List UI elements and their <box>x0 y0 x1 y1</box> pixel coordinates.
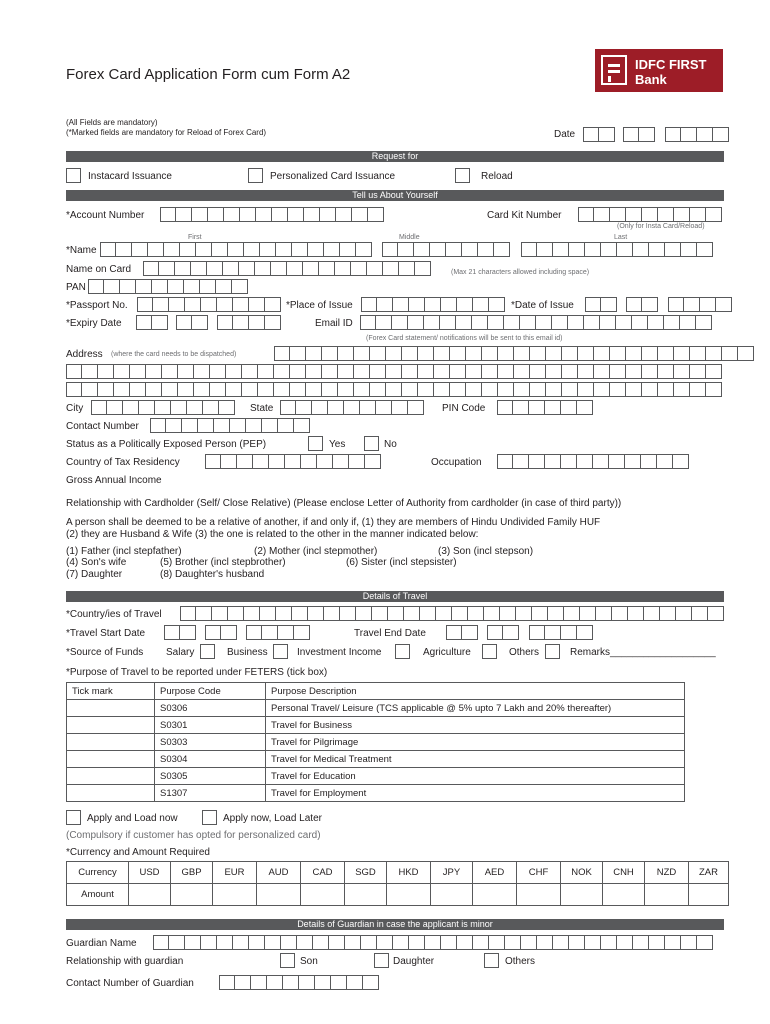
account-number-label: *Account Number <box>66 210 145 221</box>
currency-nok: NOK <box>561 862 603 884</box>
others-label: Others <box>509 647 540 658</box>
currency-row <box>67 862 729 884</box>
amount-cell[interactable] <box>645 884 689 906</box>
purpose-code: S0306 <box>155 700 266 717</box>
address-line1-input[interactable] <box>274 346 754 361</box>
others-checkbox[interactable] <box>545 644 560 659</box>
pep-no-label: No <box>384 439 397 450</box>
amount-cell[interactable] <box>689 884 729 906</box>
amount-cell[interactable] <box>431 884 473 906</box>
personalized-checkbox[interactable] <box>248 168 263 183</box>
relative-6: (6) Sister (incl stepsister) <box>346 557 457 568</box>
guardian-son-checkbox[interactable] <box>280 953 295 968</box>
currency-chf: CHF <box>517 862 561 884</box>
income-label: Gross Annual Income <box>66 475 162 486</box>
address-line3-input[interactable] <box>66 382 722 397</box>
tick-cell[interactable] <box>67 751 155 768</box>
currency-gbp: GBP <box>171 862 213 884</box>
currency-sgd: SGD <box>345 862 387 884</box>
purpose-description: Personal Travel/ Leisure (TCS applicable @ 5% upto 7 Lakh and 20% thereafter) <box>266 700 685 717</box>
pep-yes-label: Yes <box>329 439 346 450</box>
date-of-issue-day[interactable] <box>585 297 617 312</box>
amount-cell[interactable] <box>345 884 387 906</box>
table-header-row <box>67 683 685 700</box>
relationship-text: Relationship with Cardholder (Self/ Close Relative) (Please enclose Letter of Authority from cardholder (in case of third party)) <box>66 498 622 509</box>
guardian-name-input[interactable] <box>153 935 713 950</box>
contact-label: Contact Number <box>66 421 139 432</box>
state-label: State <box>250 403 274 414</box>
amount-cell[interactable] <box>301 884 345 906</box>
table-row <box>67 785 685 802</box>
city-label: City <box>66 403 84 414</box>
purpose-description: Travel for Pilgrimage <box>266 734 685 751</box>
tick-cell[interactable] <box>67 700 155 717</box>
expiry-label: *Expiry Date <box>66 318 122 329</box>
passport-input[interactable] <box>137 297 281 312</box>
currency-jpy: JPY <box>431 862 473 884</box>
logo-line1: IDFC FIRST <box>635 57 707 72</box>
date-of-issue-year[interactable] <box>668 297 732 312</box>
relative-1: (1) Father (incl stepfather) <box>66 546 182 557</box>
amount-row <box>67 884 729 906</box>
email-note: (Forex Card statement/ notifications will be sent to this email id) <box>366 335 563 342</box>
tick-cell[interactable] <box>67 734 155 751</box>
agriculture-checkbox[interactable] <box>482 644 497 659</box>
pep-no-checkbox[interactable] <box>364 436 379 451</box>
relative-8: (8) Daughter's husband <box>160 569 265 580</box>
purpose-description: Travel for Education <box>266 768 685 785</box>
guardian-contact-input[interactable] <box>219 975 379 990</box>
apply-load-later-label: Apply now, Load Later <box>223 813 322 824</box>
purpose-code: S0301 <box>155 717 266 734</box>
pep-label: Status as a Politically Exposed Person (PEP) <box>66 439 267 450</box>
amount-header: Amount <box>67 884 129 906</box>
amount-cell[interactable] <box>603 884 645 906</box>
email-label: Email ID <box>315 318 353 329</box>
start-date-label: *Travel Start Date <box>66 628 146 639</box>
purpose-description: Travel for Business <box>266 717 685 734</box>
section-bar-request: Request for <box>66 151 724 162</box>
date-of-issue-month[interactable] <box>626 297 658 312</box>
apply-load-now-checkbox[interactable] <box>66 810 81 825</box>
email-input[interactable] <box>360 315 712 330</box>
purpose-label: *Purpose of Travel to be reported under FETERS (tick box) <box>66 667 328 678</box>
end-date-day[interactable] <box>446 625 478 640</box>
purpose-code: S0303 <box>155 734 266 751</box>
reload-checkbox[interactable] <box>455 168 470 183</box>
currency-header: Currency <box>67 862 129 884</box>
relative-2: (2) Mother (incl stepmother) <box>254 546 378 557</box>
name-on-card-input[interactable] <box>143 261 431 276</box>
amount-cell[interactable] <box>257 884 301 906</box>
tick-cell[interactable] <box>67 717 155 734</box>
source-of-funds-label: *Source of Funds <box>66 647 144 658</box>
occupation-input[interactable] <box>497 454 689 469</box>
name-label: *Name <box>66 245 97 256</box>
currency-eur: EUR <box>213 862 257 884</box>
salary-label: Salary <box>166 647 195 658</box>
card-kit-label: Card Kit Number <box>487 210 562 221</box>
instacard-checkbox[interactable] <box>66 168 81 183</box>
name-on-card-note: (Max 21 characters allowed including space) <box>451 269 590 276</box>
apply-load-now-label: Apply and Load now <box>87 813 178 824</box>
start-date-month[interactable] <box>205 625 237 640</box>
date-label: Date <box>554 129 576 140</box>
middle-name-input[interactable] <box>382 242 510 257</box>
address-note: (where the card needs to be dispatched) <box>111 351 237 358</box>
pin-input[interactable] <box>497 400 593 415</box>
address-label: Address <box>66 349 103 360</box>
currency-nzd: NZD <box>645 862 689 884</box>
pin-label: PIN Code <box>442 403 486 414</box>
currency-cad: CAD <box>301 862 345 884</box>
last-name-caption: Last <box>614 234 628 241</box>
table-row <box>67 717 685 734</box>
place-of-issue-label: *Place of Issue <box>286 300 353 311</box>
page-title: Forex Card Application Form cum Form A2 <box>66 66 351 83</box>
first-name-input[interactable] <box>100 242 372 257</box>
place-of-issue-input[interactable] <box>361 297 505 312</box>
expiry-day[interactable] <box>136 315 168 330</box>
guardian-daughter-checkbox[interactable] <box>374 953 389 968</box>
amount-cell[interactable] <box>517 884 561 906</box>
expiry-year[interactable] <box>217 315 281 330</box>
pep-yes-checkbox[interactable] <box>308 436 323 451</box>
card-kit-input[interactable] <box>578 207 722 222</box>
currency-zar: ZAR <box>689 862 729 884</box>
table-row <box>67 751 685 768</box>
logo-line2: Bank <box>635 72 667 87</box>
purpose-description: Travel for Medical Treatment <box>266 751 685 768</box>
countries-input[interactable] <box>180 606 724 621</box>
relative-definition-2: (2) they are Husband & Wife (3) the one is related to the other in the manner indicated below: <box>66 529 479 540</box>
purpose-code: S0305 <box>155 768 266 785</box>
mandatory-note: (All Fields are mandatory) <box>66 118 158 127</box>
pan-input[interactable] <box>88 279 248 294</box>
expiry-month[interactable] <box>176 315 208 330</box>
date-month-input[interactable] <box>623 127 655 142</box>
salary-checkbox[interactable] <box>200 644 215 659</box>
address-line2-input[interactable] <box>66 364 722 379</box>
table-row <box>67 700 685 717</box>
bank-logo <box>595 49 723 92</box>
city-input[interactable] <box>91 400 235 415</box>
date-year-input[interactable] <box>665 127 729 142</box>
pan-label: PAN <box>66 282 86 293</box>
mandatory-note-reload: (*Marked fields are mandatory for Reload of Forex Card) <box>66 128 267 137</box>
relative-definition-1: A person shall be deemed to be a relative of another, if and only if, (1) they are members of Hindu Undivided Family HUF <box>66 517 601 528</box>
start-date-day[interactable] <box>164 625 196 640</box>
amount-cell[interactable] <box>561 884 603 906</box>
logo-mark-icon <box>601 55 627 85</box>
amount-cell[interactable] <box>171 884 213 906</box>
guardian-daughter-label: Daughter <box>393 956 435 967</box>
relative-5: (5) Brother (incl stepbrother) <box>160 557 286 568</box>
first-name-caption: First <box>188 234 202 241</box>
currency-usd: USD <box>129 862 171 884</box>
guardian-others-checkbox[interactable] <box>484 953 499 968</box>
currency-cnh: CNH <box>603 862 645 884</box>
end-date-year[interactable] <box>529 625 593 640</box>
table-row <box>67 734 685 751</box>
business-label: Business <box>227 647 268 658</box>
purpose-description-header: Purpose Description <box>266 683 685 700</box>
name-on-card-label: Name on Card <box>66 264 132 275</box>
section-bar-about: Tell us About Yourself <box>66 190 724 201</box>
tick-cell[interactable] <box>67 785 155 802</box>
currency-hkd: HKD <box>387 862 431 884</box>
relative-3: (3) Son (incl stepson) <box>438 546 534 557</box>
currency-required-label: *Currency and Amount Required <box>66 847 210 858</box>
investment-label: Investment Income <box>297 647 382 658</box>
section-bar-travel: Details of Travel <box>66 591 724 602</box>
guardian-son-label: Son <box>300 956 318 967</box>
currency-aed: AED <box>473 862 517 884</box>
reload-label: Reload <box>481 171 513 182</box>
table-row <box>67 768 685 785</box>
compulsory-note: (Compulsory if customer has opted for personalized card) <box>66 830 321 841</box>
date-day-input[interactable] <box>583 127 615 142</box>
tax-residency-label: Country of Tax Residency <box>66 457 180 468</box>
investment-checkbox[interactable] <box>395 644 410 659</box>
card-kit-note: (Only for Insta Card/Reload) <box>617 223 705 230</box>
occupation-label: Occupation <box>431 457 482 468</box>
remarks-label: Remarks___________________ <box>570 647 716 658</box>
countries-label: *Country/ies of Travel <box>66 609 162 620</box>
tick-cell[interactable] <box>67 768 155 785</box>
amount-cell[interactable] <box>129 884 171 906</box>
amount-cell[interactable] <box>387 884 431 906</box>
relative-7: (7) Daughter <box>66 569 123 580</box>
currency-aud: AUD <box>257 862 301 884</box>
amount-cell[interactable] <box>473 884 517 906</box>
tax-residency-input[interactable] <box>205 454 381 469</box>
end-date-label: Travel End Date <box>354 628 426 639</box>
purpose-table <box>66 682 685 802</box>
currency-table <box>66 861 729 906</box>
instacard-label: Instacard Issuance <box>88 171 172 182</box>
tick-mark-header: Tick mark <box>67 683 155 700</box>
personalized-label: Personalized Card Issuance <box>270 171 396 182</box>
guardian-others-label: Others <box>505 956 536 967</box>
contact-input[interactable] <box>150 418 310 433</box>
guardian-name-label: Guardian Name <box>66 938 137 949</box>
amount-cell[interactable] <box>213 884 257 906</box>
guardian-relationship-label: Relationship with guardian <box>66 956 184 967</box>
guardian-contact-label: Contact Number of Guardian <box>66 978 194 989</box>
end-date-month[interactable] <box>487 625 519 640</box>
apply-load-later-checkbox[interactable] <box>202 810 217 825</box>
start-date-year[interactable] <box>246 625 310 640</box>
last-name-input[interactable] <box>521 242 713 257</box>
account-number-input[interactable] <box>160 207 384 222</box>
state-input[interactable] <box>280 400 424 415</box>
agriculture-label: Agriculture <box>423 647 471 658</box>
business-checkbox[interactable] <box>273 644 288 659</box>
purpose-code: S1307 <box>155 785 266 802</box>
middle-name-caption: Middle <box>399 234 420 241</box>
purpose-description: Travel for Employment <box>266 785 685 802</box>
date-of-issue-label: *Date of Issue <box>511 300 574 311</box>
passport-label: *Passport No. <box>66 300 128 311</box>
purpose-code: S0304 <box>155 751 266 768</box>
section-bar-guardian: Details of Guardian in case the applicant is minor <box>66 919 724 930</box>
relative-4: (4) Son's wife <box>66 557 127 568</box>
purpose-code-header: Purpose Code <box>155 683 266 700</box>
